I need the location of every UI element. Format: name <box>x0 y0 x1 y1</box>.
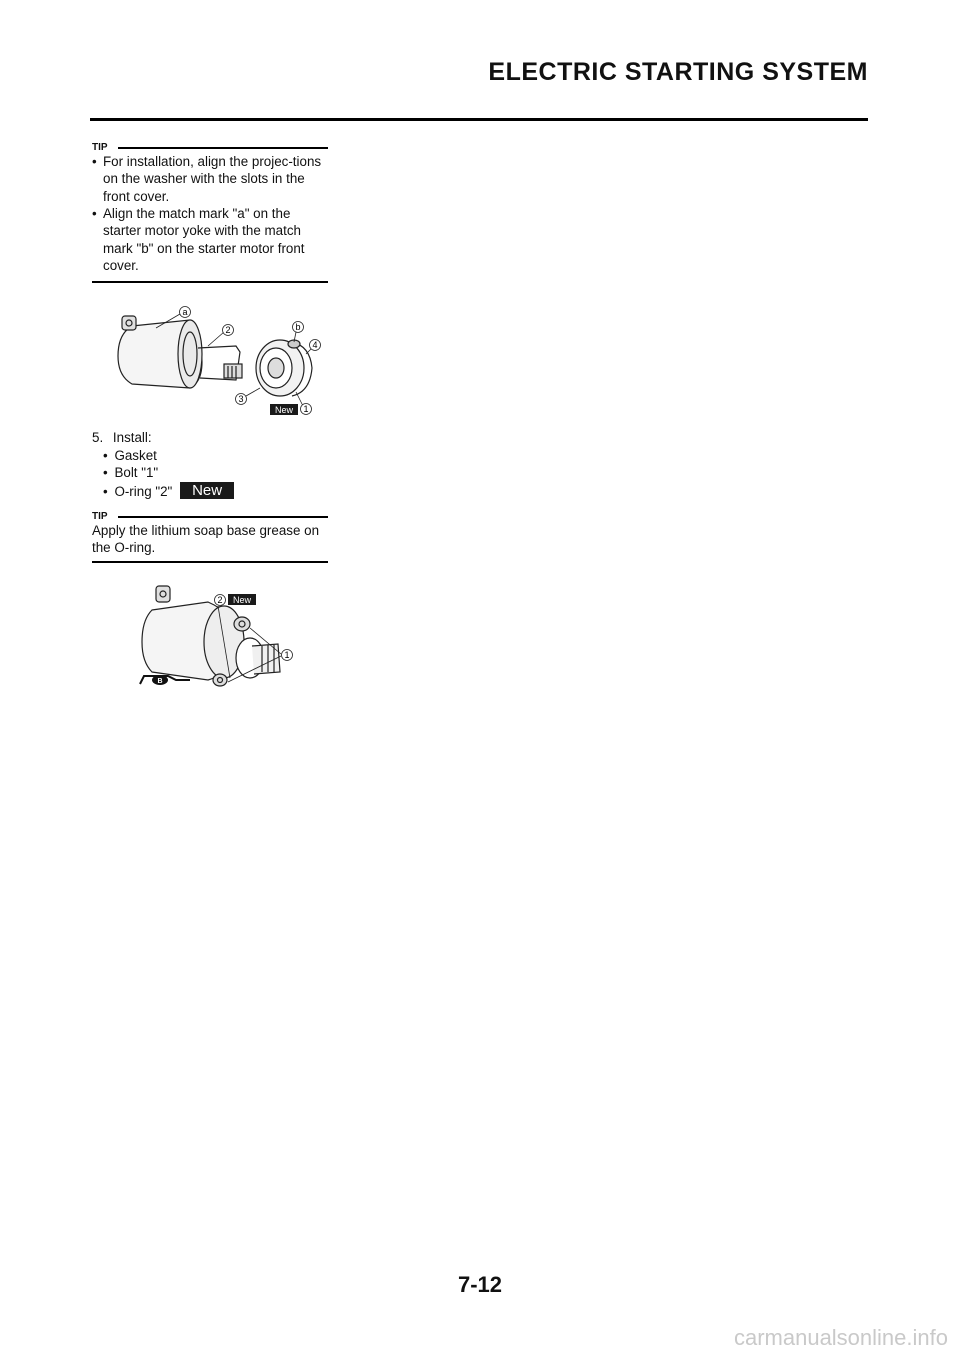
callout-label: 1 <box>284 650 290 660</box>
tip-bullet-text: For installation, align the projec-tions on the washer with the slots in the front cover. <box>103 154 322 204</box>
install-item <box>103 482 234 500</box>
install-item <box>103 464 158 481</box>
callout-label: 1 <box>303 404 309 414</box>
bullet-dot: • <box>103 448 108 463</box>
install-item-text: Bolt "1" <box>114 465 159 480</box>
tip-rule <box>118 147 328 149</box>
callout-label: a <box>182 307 188 317</box>
grease-label: B <box>157 678 163 685</box>
install-item-text: Gasket <box>114 448 157 463</box>
tip-bullet <box>92 205 332 275</box>
tip-label: TIP <box>92 142 108 153</box>
starter-motor-oring-figure <box>138 580 308 692</box>
step-heading <box>92 429 152 446</box>
new-badge-label: New <box>274 405 294 415</box>
starter-motor-front-cover-figure <box>110 296 340 422</box>
install-item <box>103 447 157 464</box>
tip-end-rule <box>92 281 328 283</box>
tip-text: Apply the lithium soap base grease on the O-ring. <box>92 523 320 556</box>
bullet-dot: • <box>92 154 97 169</box>
page-number: 7-12 <box>457 1272 503 1297</box>
step-number: 5. <box>92 430 104 445</box>
tip-bullet <box>92 153 332 205</box>
tip-bullet-text: Align the match mark "a" on the starter motor yoke with the match mark "b" on the starter motor front cover. <box>103 206 305 274</box>
header-rule <box>90 118 868 121</box>
watermark: carmanualsonline.info <box>733 1325 948 1350</box>
bullet-dot: • <box>103 465 108 480</box>
callout-label: b <box>295 322 301 332</box>
callout-label: 4 <box>312 340 318 350</box>
new-part-badge: New <box>180 482 234 499</box>
install-item-text: O-ring "2" <box>114 484 173 499</box>
tip-rule <box>118 516 328 518</box>
bullet-dot: • <box>103 484 108 499</box>
callout-label: 2 <box>217 595 223 605</box>
bullet-dot: • <box>92 206 97 221</box>
page-title: ELECTRIC STARTING SYSTEM <box>488 58 868 86</box>
tip-label: TIP <box>92 511 108 522</box>
step-title: Install: <box>112 430 152 445</box>
callout-label: 3 <box>238 394 244 404</box>
tip-end-rule <box>92 561 328 563</box>
new-badge-label: New <box>232 595 252 605</box>
callout-label: 2 <box>225 325 231 335</box>
